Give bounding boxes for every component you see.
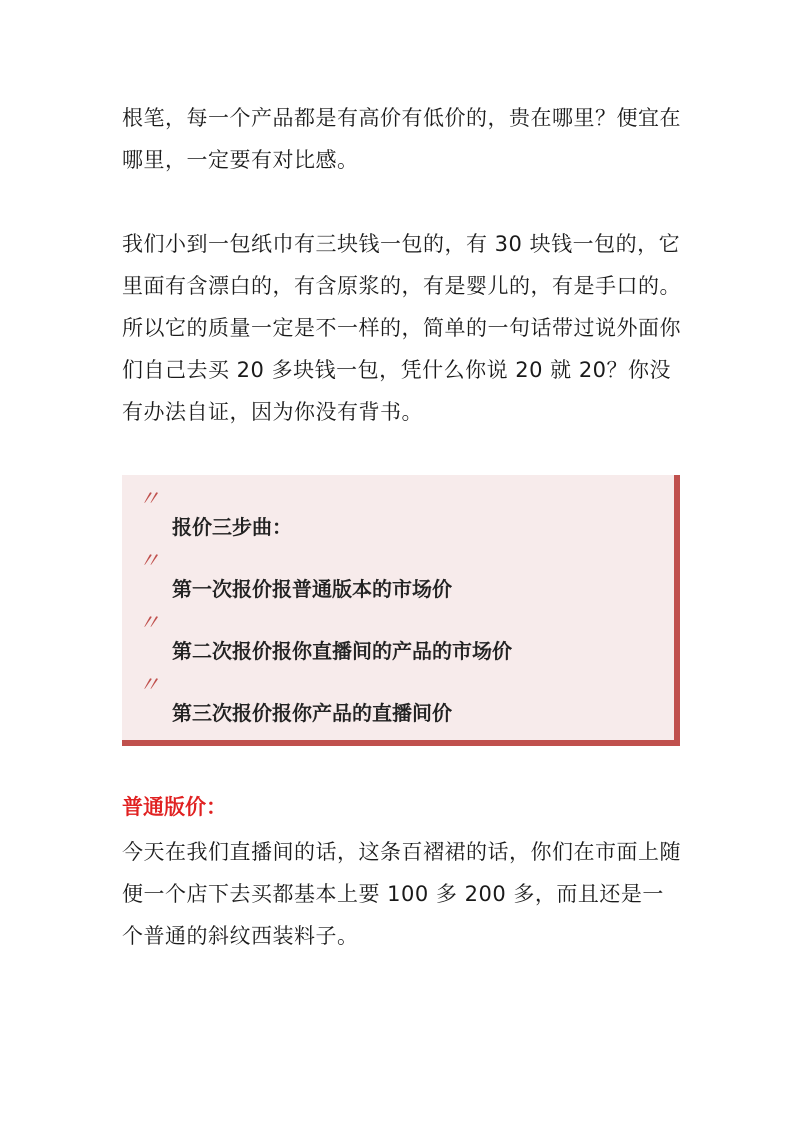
quote-item-text: 第二次报价报你直播间的产品的市场价 <box>172 639 512 663</box>
quote-item-text: 报价三步曲： <box>172 515 292 539</box>
quote-mark-icon: 〃 <box>138 673 161 698</box>
section-heading-regular-price: 普通版价： <box>122 795 227 819</box>
quote-item-text: 第一次报价报普通版本的市场价 <box>172 577 452 601</box>
quote-item <box>122 611 674 663</box>
paragraph-regular-price: 今天在我们直播间的话，这条百褶裙的话，你们在市面上随便一个店下去买都基本上要 100 多 200 多，而且还是一个普通的斜纹西装料子。 <box>122 840 681 948</box>
paragraph-intro: 根笔，每一个产品都是有高价有低价的，贵在哪里？便宜在哪里，一定要有对比感。 <box>122 106 681 172</box>
quote-item <box>122 549 674 601</box>
quote-box <box>122 475 680 746</box>
quote-item-text: 第三次报价报你产品的直播间价 <box>172 701 452 725</box>
quote-item <box>122 487 674 539</box>
quote-item <box>122 673 674 725</box>
quote-mark-icon: 〃 <box>138 487 161 512</box>
paragraph-tissue-example: 我们小到一包纸巾有三块钱一包的，有 30 块钱一包的，它里面有含漂白的，有含原浆的，有是婴儿的，有是手口的。所以它的质量一定是不一样的，简单的一句话带过说外面你们自己去买 20 多块钱一包，凭什么你说 20 就 20？你没有办法自证，因为你没有背书。 <box>122 232 681 424</box>
quote-mark-icon: 〃 <box>138 549 161 574</box>
quote-mark-icon: 〃 <box>138 611 161 636</box>
